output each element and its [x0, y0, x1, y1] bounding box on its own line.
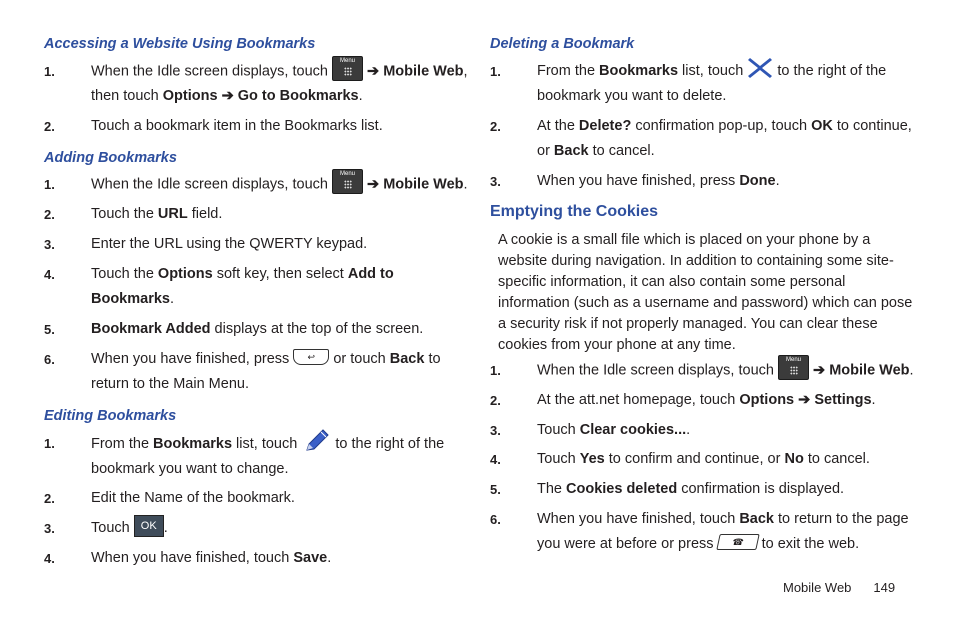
page-number: 149	[873, 580, 896, 595]
heading-deleting-bookmark: Deleting a Bookmark	[490, 36, 635, 52]
heading-adding-bookmarks: Adding Bookmarks	[44, 150, 177, 166]
ok-button-icon: OK	[134, 515, 164, 537]
end-key-icon: ☎	[716, 534, 759, 550]
menu-key-icon: Menu	[332, 169, 363, 194]
heading-editing-bookmarks: Editing Bookmarks	[44, 408, 177, 424]
footer-section: Mobile Web	[783, 580, 852, 595]
heading-accessing-website: Accessing a Website Using Bookmarks	[44, 36, 316, 52]
heading-emptying-cookies: Emptying the Cookies	[490, 203, 659, 220]
menu-key-icon: Menu	[332, 56, 363, 81]
menu-key-icon: Menu	[778, 355, 809, 380]
cookies-paragraph: A cookie is a small file which is placed on your phone by a website during navigation. In addition to containing some site- specific information, it can also contain some personal information (such as a username and password) which can pose a security risk if not properly managed. You can clear these cookies from your phone at any time.	[498, 232, 913, 353]
pencil-icon	[301, 428, 331, 454]
back-key-icon: ↩	[293, 349, 329, 365]
page-footer	[783, 580, 895, 595]
x-icon	[747, 56, 773, 80]
